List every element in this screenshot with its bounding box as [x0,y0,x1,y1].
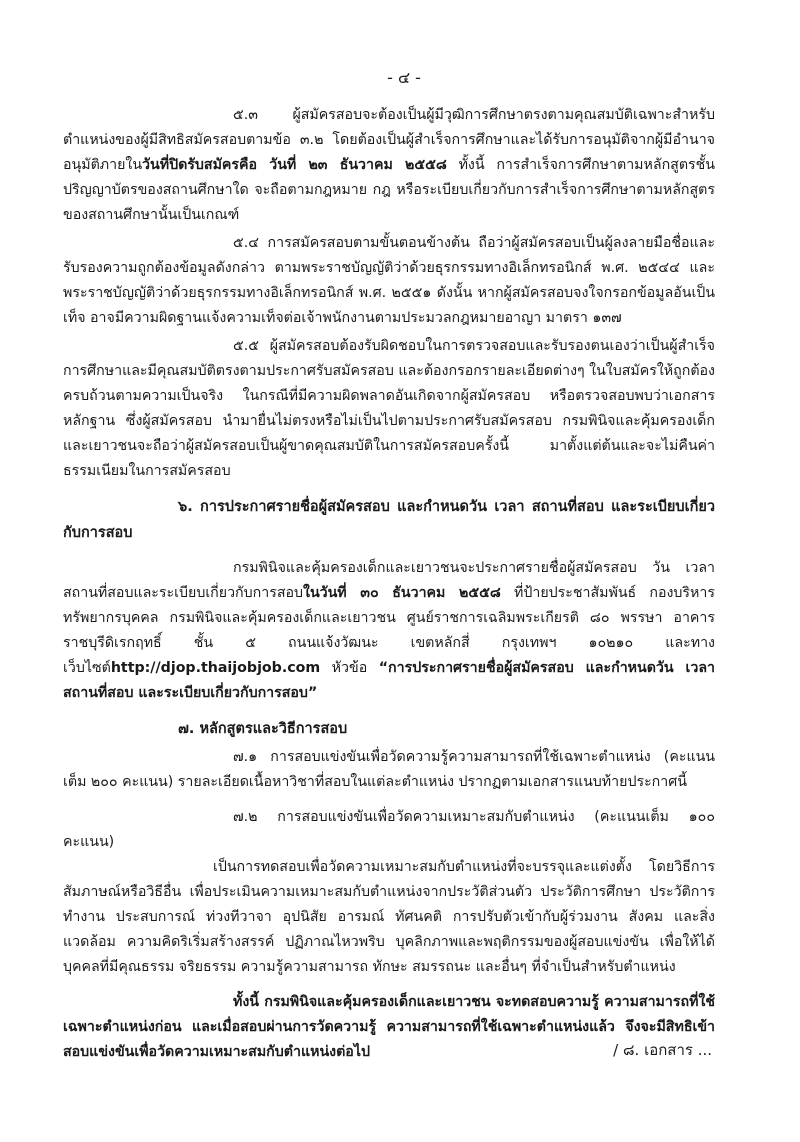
section-7-heading: ๗. หลักสูตรและวิธีการสอบ [178,721,348,737]
website-link[interactable]: http://djop.thaijobjob.com [110,660,321,676]
item-7-2-body: เป็นการทดสอบเพื่อวัดความเหมาะสมกับตำแหน่งที่จะบรรจุและแต่งตั้ง โดยวิธีการสัมภาษณ์หรือวิธีอื่น เพื่อประเมินความเหมาะสมกับตำแหน่งจากประวัติส่วนตัว ประวัติการศึกษา ประวัติการทำงาน ประสบการณ์ ท่วงทีวาจา อุปนิสัย อารมณ์ ทัศนคติ การปรับตัวเข้ากับผู้ร่วมงาน สังคม และสิ่งแวดล้อม ความคิดริเริ่มสร้างสรรค์ ปฏิภาณไหวพริบ บุคลิกภาพและพฤติกรรมของผู้สอบแข่งขัน เพื่อให้ได้บุคคลที่มีคุณธรรม จริยธรรม ความรู้ความสามารถ ทักษะ สมรรถนะ และอื่นๆ ที่จำเป็นสำหรับตำแหน่ง [63,859,715,975]
paragraph-5-3-text-b: ทั้งนี้ การสำเร็จการศึกษาตามหลักสูตรชั้นปริญญาบัตรของสถานศึกษาใด จะถือตามกฎหมาย กฎ หรือระเบียบเกี่ยวกับการสำเร็จการศึกษาตามหลักสูตรของสถานศึกษานั้นเป็นเกณฑ์ [63,157,715,223]
continuation-footer: / ๘. เอกสาร ... [613,1041,712,1059]
announcement-date-emphasis: ในวันที่ ๓๐ ธันวาคม ๒๕๕๘ [303,585,501,601]
paragraph-5-5: ๕.๕ ผู้สมัครสอบต้องรับผิดชอบในการตรวจสอบและรับรองตนเองว่าเป็นผู้สำเร็จการศึกษาและมีคุณสมบัติตรงตามประกาศรับสมัครสอบ และต้องกรอกรายละเอียดต่างๆ ในใบสมัครให้ถูกต้องครบถ้วนตามความเป็นจริง ในกรณีที่มีความผิดพลาดอันเกิดจากผู้สมัครสอบ หรือตรวจสอบพบว่าเอกสาร หลักฐาน ซึ่งผู้สมัครสอบ นำมายื่นไม่ตรงหรือไม่เป็นไปตามประกาศรับสมัครสอบ กรมพินิจและคุ้มครองเด็กและเยาวชนจะถือว่าผู้สมัครสอบเป็นผู้ขาดคุณสมบัติในการสมัครสอบครั้งนี้ มาตั้งแต่ต้นและจะไม่คืนค่าธรรมเนียมในการสมัครสอบ [63,338,715,479]
item-7-2-title: ๗.๒ การสอบแข่งขันเพื่อวัดความเหมาะสมกับตำแหน่ง (คะแนนเต็ม ๑๐๐ คะแนน) [63,809,715,850]
page-number: - ๔ - [387,68,421,87]
item-7-1: ๗.๑ การสอบแข่งขันเพื่อวัดความรู้ความสามารถที่ใช้เฉพาะตำแหน่ง (คะแนนเต็ม ๒๐๐ คะแนน) รายละเอียดเนื้อหาวิชาที่สอบในแต่ละตำแหน่ง ปรากฏตามเอกสารแนบท้ายประกาศนี้ [63,749,715,790]
paragraph-5-3 [63,103,715,228]
paragraph-5-4: ๕.๔ การสมัครสอบตามขั้นตอนข้างต้น ถือว่าผู้สมัครสอบเป็นผู้ลงลายมือชื่อและรับรองความถูกต้องข้อมูลดังกล่าว ตามพระราชบัญญัติว่าด้วยธุรกรรมทางอิเล็กทรอนิกส์ พ.ศ. ๒๕๔๔ และพระราชบัญญัติว่าด้วยธุรกรรมทางอิเล็กทรอนิกส์ พ.ศ. ๒๕๕๑ ดังนั้น หากผู้สมัครสอบจงใจกรอกข้อมูลอันเป็นเท็จ อาจมีความผิดฐานแจ้งความเท็จต่อเจ้าพนักงานตามประมวลกฎหมายอาญา มาตรา ๑๓๗ [63,235,715,326]
section-6-text-a: กรมพินิจและคุ้มครองเด็กและเยาวชนจะประกาศรายชื่อผู้สมัครสอบ วัน เวลา สถานที่สอบและระเบียบเกี่ยวกับการสอบ [63,560,715,601]
section-6-body [63,556,715,706]
announcement-topic: “การประกาศรายชื่อผู้สมัครสอบ และกำหนดวัน เวลา สถานที่สอบ และระเบียบเกี่ยวกับการสอบ” [63,660,716,701]
section-6-text-b: ที่ป้ายประชาสัมพันธ์ กองบริหารทรัพยากรบุคคล กรมพินิจและคุ้มครองเด็กและเยาวชน ศูนย์ราชการเฉลิมพระเกียรติ ๘๐ พรรษา อาคารราชบุรีดิเรกฤทธิ์ ชั้น ๕ ถนนแจ้งวัฒนะ เขตหลักสี่ กรุงเทพฯ ๑๐๒๑๐ และทางเว็บไซต์ [63,585,715,676]
paragraph-5-3-text-a: ๕.๓ ผู้สมัครสอบจะต้องเป็นผู้มีวุฒิการศึกษาตรงตามคุณสมบัติเฉพาะสำหรับตำแหน่งของผู้มีสิทธิสมัครสอบตามข้อ ๓.๒ โดยต้องเป็นผู้สำเร็จการศึกษาและได้รับการอนุมัติจากผู้มีอำนาจอนุมัติภายใน [63,107,715,173]
closing-statement: ทั้งนี้ กรมพินิจและคุ้มครองเด็กและเยาวชน จะทดสอบความรู้ ความสามารถที่ใช้เฉพาะตำแหน่งก่อน และเมื่อสอบผ่านการวัดความรู้ ความสามารถที่ใช้เฉพาะตำแหน่งแล้ว จึงจะมีสิทธิเข้าสอบแข่งขันเพื่อวัดความเหมาะสมกับตำแหน่งต่อไป [63,994,715,1060]
section-6-heading: ๖. การประกาศรายชื่อผู้สมัครสอบ และกำหนดวัน เวลา สถานที่สอบ และระเบียบเกี่ยวกับการสอบ [63,499,715,541]
section-6-text-c: หัวข้อ [320,660,379,676]
closing-date-emphasis: วันที่ปิดรับสมัครคือ วันที่ ๒๓ ธันวาคม ๒๕๕๘ [142,157,447,173]
